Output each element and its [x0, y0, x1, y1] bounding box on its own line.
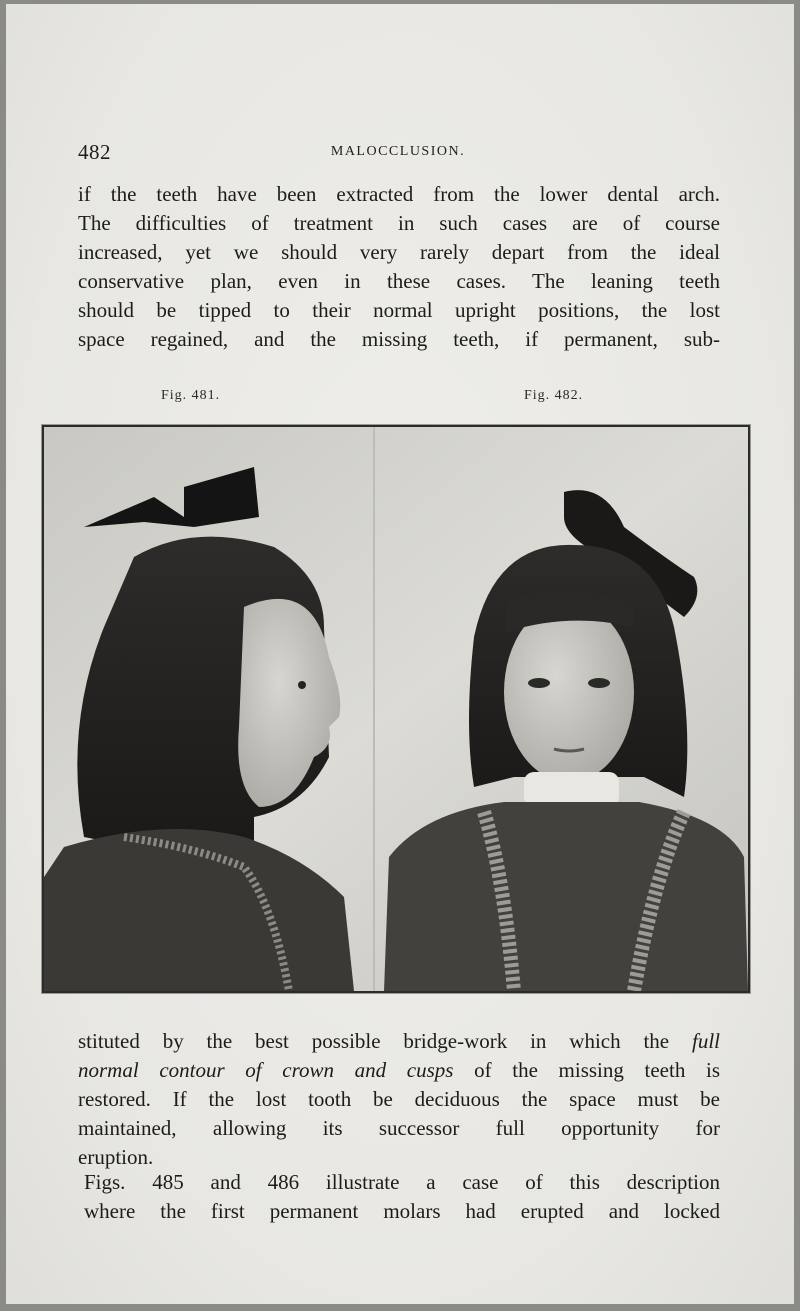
text-line: if the teeth have been extracted from the lower dental arch.	[78, 182, 720, 206]
italic-text: normal contour of crown and cusps	[78, 1058, 454, 1082]
text-run: of the missing teeth is	[453, 1058, 720, 1082]
text-line	[78, 1056, 720, 1085]
text-line: The difficulties of treatment in such cases are of course	[78, 211, 720, 235]
figure-caption-482: Fig. 482.	[524, 388, 584, 403]
text-line: restored. If the lost tooth be deciduous the space must be	[78, 1087, 720, 1111]
paragraph-middle	[78, 1027, 720, 1172]
running-head: MALOCCLUSION.	[330, 144, 466, 159]
photo-plate	[42, 425, 750, 993]
text-line: Figs. 485 and 486 illustrate a case of this description	[84, 1170, 720, 1194]
text-line: increased, yet we should very rarely depart from the ideal	[78, 240, 720, 264]
figure-caption-481: Fig. 481.	[161, 388, 221, 403]
text-line: conservative plan, even in these cases. The leaning teeth	[78, 269, 720, 293]
paragraph-top	[78, 180, 720, 354]
page-header	[78, 140, 718, 170]
book-page	[6, 4, 794, 1304]
text-run: stituted by the best possible bridge-work in which the	[78, 1029, 692, 1053]
text-line: space regained, and the missing teeth, if permanent, sub-	[78, 327, 720, 351]
italic-text: full	[691, 1029, 720, 1053]
text-line: where the first permanent molars had erupted and locked	[84, 1199, 720, 1223]
text-line: maintained, allowing its successor full opportunity for	[78, 1116, 720, 1140]
text-line: eruption.	[78, 1145, 154, 1169]
paragraph-bottom	[78, 1168, 720, 1226]
text-line	[78, 1027, 720, 1056]
text-line: should be tipped to their normal upright positions, the lost	[78, 298, 720, 322]
portrait-photographs	[44, 427, 748, 991]
page-number: 482	[78, 140, 111, 164]
